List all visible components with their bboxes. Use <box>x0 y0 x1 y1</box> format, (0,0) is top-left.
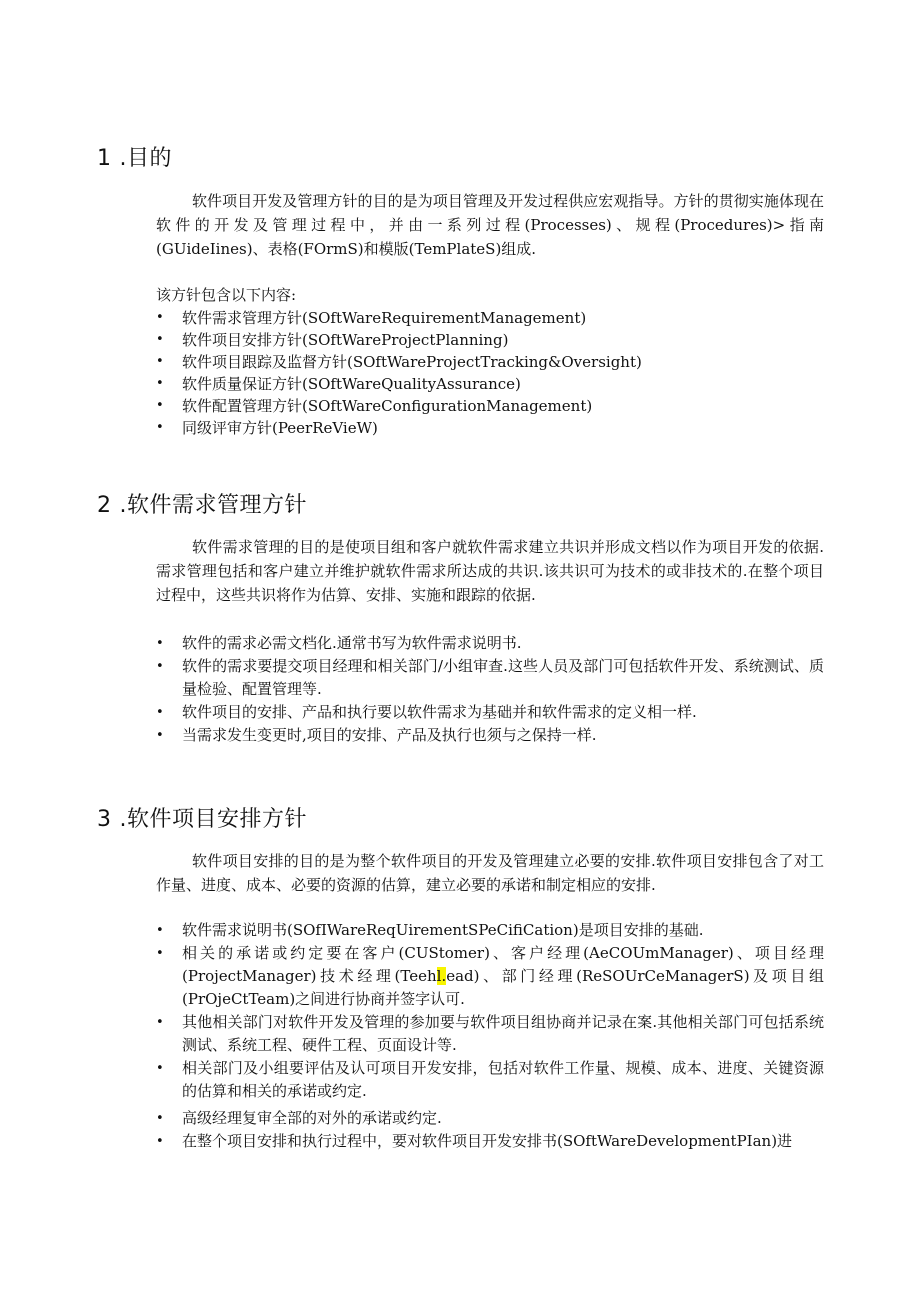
list-item: • 软件质量保证方针(SOftWareQualityAssurance) <box>156 375 521 393</box>
list-item: • 软件需求管理方针(SOftWareRequirementManagement) <box>156 309 587 327</box>
list-item: • 软件项目安排方针(SOftWareProjectPlanning) <box>156 331 509 349</box>
bullet-icon: • <box>156 1015 164 1030</box>
list-item: • 软件的需求必需文档化.通常书写为软件需求说明书. <box>156 632 824 655</box>
bullet-icon: • <box>156 332 164 347</box>
list-item: • 软件项目的安排、产品和执行要以软件需求为基础并和软件需求的定义相一样. <box>156 701 824 724</box>
section-3-paragraph: 软件项目安排的目的是为整个软件项目的开发及管理建立必要的安排.软件项目安排包含了对工作量、进度、成本、必要的资源的估算，建立必要的承诺和制定相应的安排. <box>156 852 824 894</box>
list-item: • 当需求发生变更时,项目的安排、产品及执行也须与之保持一样. <box>156 724 824 747</box>
list-item: • 相关部门及小组要评估及认可项目开发安排，包括对软件工作量、规模、成本、进度、关键资源的估算和相关的承诺或约定. <box>156 1059 824 1100</box>
list-item: • 其他相关部门对软件开发及管理的参加要与软件项目组协商并记录在案.其他相关部门可包括系统测试、系统工程、硬件工程、页面设计等. <box>156 1013 824 1054</box>
section-3-number: 3 <box>97 807 112 832</box>
bullet-icon: • <box>156 636 164 651</box>
section-1-number: 1 <box>97 146 112 171</box>
list-item: • 软件配置管理方针(SOftWareConfigurationManagement) <box>156 397 593 415</box>
bullet-icon: • <box>156 1061 164 1076</box>
section-2-title: .软件需求管理方针 <box>119 493 307 518</box>
list-item: • 高级经理复审全部的对外的承诺或约定. <box>156 1107 824 1130</box>
section-3-title: .软件项目安排方针 <box>119 807 307 832</box>
bullet-icon: • <box>156 923 164 938</box>
bullet-icon: • <box>156 420 164 435</box>
section-2-paragraph: 软件需求管理的目的是使项目组和客户就软件需求建立共识并形成文档以作为项目开发的依据.需求管理包括和客户建立并维护就软件需求所达成的共识.该共识可为技术的或非技术的.在整个项目过程中，这些共识将作为估算、安排、实施和跟踪的依据. <box>156 538 824 604</box>
list-item: • 软件项目跟踪及监督方针(SOftWareProjectTracking&Oversight) <box>156 353 642 371</box>
section-3-list <box>156 919 824 1153</box>
section-2-list <box>156 632 824 747</box>
section-1-title: .目的 <box>119 146 172 171</box>
bullet-icon: • <box>156 1134 164 1149</box>
bullet-icon: • <box>156 354 164 369</box>
bullet-icon: • <box>156 728 164 743</box>
list-item: • 同级评审方针(PeerReVieW) <box>156 419 378 437</box>
section-1-paragraph: 软件项目开发及管理方针的目的是为项目管理及开发过程供应宏观指导。方针的贯彻实施体现在软件的开发及管理过程中，并由一系列过程(Processes)、规程(Procedures)>指南(GUideIines)、表格(FOrmS)和模版(TemPlateS)组成. <box>156 192 824 258</box>
highlighted-text: l. <box>436 967 447 985</box>
bullet-icon: • <box>156 1111 164 1126</box>
list-item: • 软件的需求要提交项目经理和相关部门/小组审查.这些人员及部门可包括软件开发、系统测试、质量检验、配置管理等. <box>156 657 824 698</box>
list-item: • 软件需求说明书(SOfIWareReqUirementSPeCifiCation)是项目安排的基础. <box>156 919 824 942</box>
bullet-icon: • <box>156 705 164 720</box>
bullet-icon: • <box>156 376 164 391</box>
bullet-icon: • <box>156 659 164 674</box>
list-item: • 相关的承诺或约定要在客户(CUStomer)、客户经理(AeCOUmManager)、项目经理(ProjectManager)技术经理(Teehl.ead)、部门经理(ReSOUrCeManagerS)及项目组(PrOjeCtTeam)之间进行协商并签字认可. <box>156 944 824 1008</box>
section-1-intro: 该方针包含以下内容: <box>156 286 297 304</box>
bullet-icon: • <box>156 310 164 325</box>
section-3-heading <box>97 806 307 834</box>
section-2-number: 2 <box>97 493 112 518</box>
bullet-icon: • <box>156 946 164 961</box>
section-2-heading <box>97 492 307 520</box>
bullet-icon: • <box>156 398 164 413</box>
section-1-list <box>156 307 824 439</box>
list-item: • 在整个项目安排和执行过程中，要对软件项目开发安排书(SOftWareDevelopmentPIan)进 <box>156 1130 824 1153</box>
section-1-heading <box>97 145 172 173</box>
